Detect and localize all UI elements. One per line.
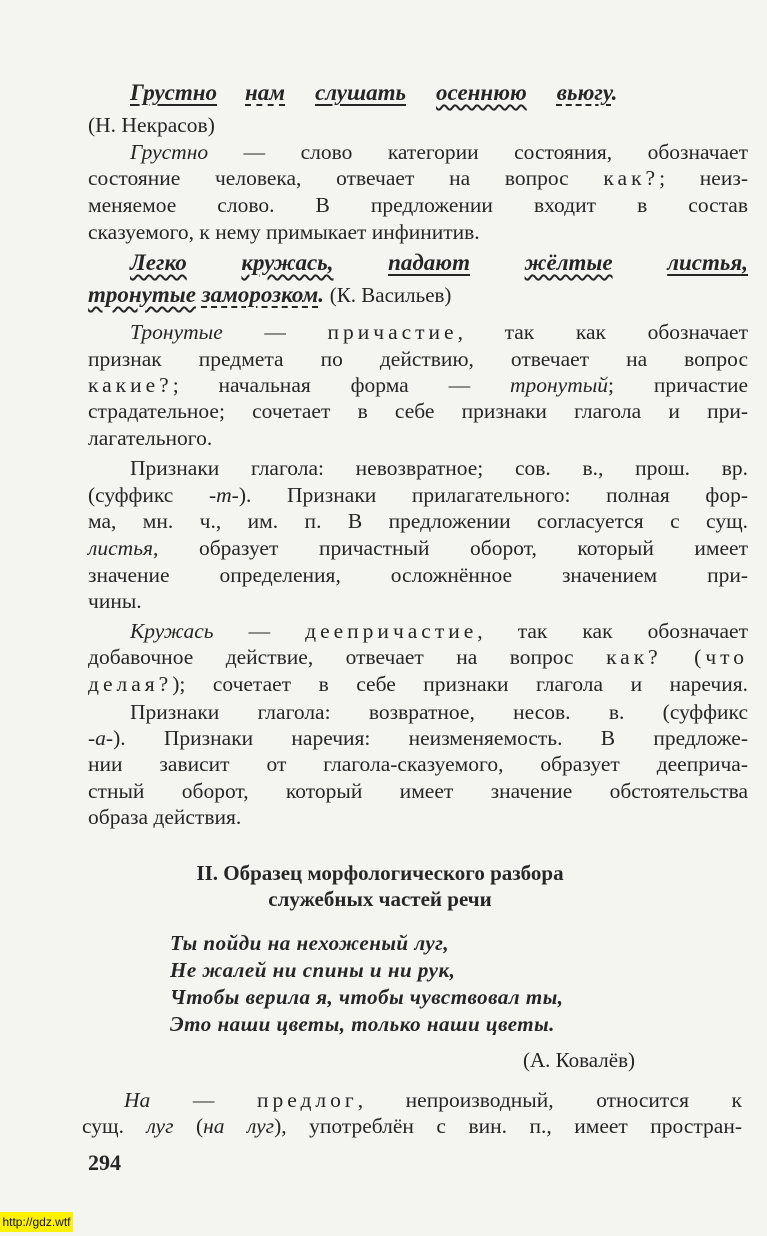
example-source: (Н. Некрасов) <box>88 113 215 137</box>
paragraph-line: сказуемого, к нему примыкает инфинитив. <box>88 220 480 244</box>
paragraph-line: Кружась — деепричастие, так как обозначает <box>130 619 748 643</box>
paragraph-line: добавочное действие, отвечает на вопрос как? (что <box>88 645 749 669</box>
paragraph-line: делая?); сочетает в себе признаки глагола и наречия. <box>88 672 748 696</box>
word-subject-underlined: листья, <box>667 250 748 275</box>
poem-line: Чтобы верила я, чтобы чувствовал ты, <box>170 985 564 1009</box>
poem-author: (А. Ковалёв) <box>523 1048 635 1072</box>
word-predicate-underlined: слушать <box>315 80 407 105</box>
paragraph-line: ма, мн. ч., им. п. В предложении согласуется с сущ. <box>88 509 748 533</box>
paragraph-line: какие?; начальная форма — тронутый; причастие <box>88 373 748 397</box>
paragraph-line: сущ. луг (на луг), употреблён с вин. п., имеет простран- <box>82 1114 742 1138</box>
word-wavy-underline: осеннюю <box>436 80 527 105</box>
word-wavy-underline: тронутые <box>88 282 196 307</box>
section-subtitle: служебных частей речи <box>268 887 492 911</box>
word-predicate-underlined: Грустно <box>130 80 218 105</box>
paragraph-line: Признаки глагола: возвратное, несов. в. (суффикс <box>130 700 748 724</box>
word-object-underline: вьюгу <box>556 80 612 105</box>
paragraph-line: меняемое слово. В предложении входит в состав <box>88 193 748 217</box>
paragraph-line: страдательное; сочетает в себе признаки глагола и при- <box>88 399 748 423</box>
watermark-link[interactable]: http://gdz.wtf <box>0 1212 73 1232</box>
section-title: II. Образец морфологического разбора <box>196 861 564 885</box>
paragraph-line: Грустно — слово категории состояния, обозначает <box>130 140 748 164</box>
paragraph-line: -а-). Признаки наречия: неизменяемость. В предложе- <box>88 726 748 750</box>
paragraph-line: признак предмета по действию, отвечает на вопрос <box>88 347 748 371</box>
poem-line: Ты пойди на нехоженый луг, <box>170 931 450 955</box>
poem-line: Это наши цветы, только наши цветы. <box>170 1012 555 1036</box>
example-sentence-1: Грустно нам слушать осеннюю вьюгу. <box>130 80 618 105</box>
paragraph-line: образа действия. <box>88 805 242 829</box>
paragraph-line: листья, образует причастный оборот, который имеет <box>88 536 748 560</box>
paragraph-line: На — предлог, непроизводный, относится к <box>124 1088 743 1112</box>
paragraph-line: Тронутые — причастие, так как обозначает <box>130 320 748 344</box>
paragraph-line: стный оборот, который имеет значение обстоятельства <box>88 779 748 803</box>
paragraph-line: лагательного. <box>88 426 213 450</box>
paragraph-line: (суффикс -т-). Признаки прилагательного: полная фор- <box>88 483 748 507</box>
paragraph-line: нии зависит от глагола-сказуемого, образует дееприча- <box>88 752 748 776</box>
word-wavy-underline: кружась, <box>241 250 334 275</box>
word-predicate-underlined: падают <box>388 250 470 275</box>
example-source: (К. Васильев) <box>329 283 452 307</box>
example-sentence-2-cont: тронутые заморозком. (К. Васильев) <box>88 282 452 307</box>
poem-line: Не жалей ни спины и ни рук, <box>170 958 456 982</box>
paragraph-line: состояние человека, отвечает на вопрос как?; неиз- <box>88 166 748 190</box>
word-wavy-underline: жёлтые <box>524 250 613 275</box>
word-dashed-underline: заморозком <box>201 282 319 307</box>
word-dashed-underline: нам <box>245 80 286 105</box>
paragraph-line: Признаки глагола: невозвратное; сов. в., прош. вр. <box>130 456 748 480</box>
paragraph-line: чины. <box>88 589 142 613</box>
example-sentence-2 <box>130 250 748 276</box>
page-number: 294 <box>88 1150 121 1175</box>
paragraph-line: значение определения, осложнённое значением при- <box>88 563 748 587</box>
word-wavy-underline: Легко <box>130 250 187 275</box>
